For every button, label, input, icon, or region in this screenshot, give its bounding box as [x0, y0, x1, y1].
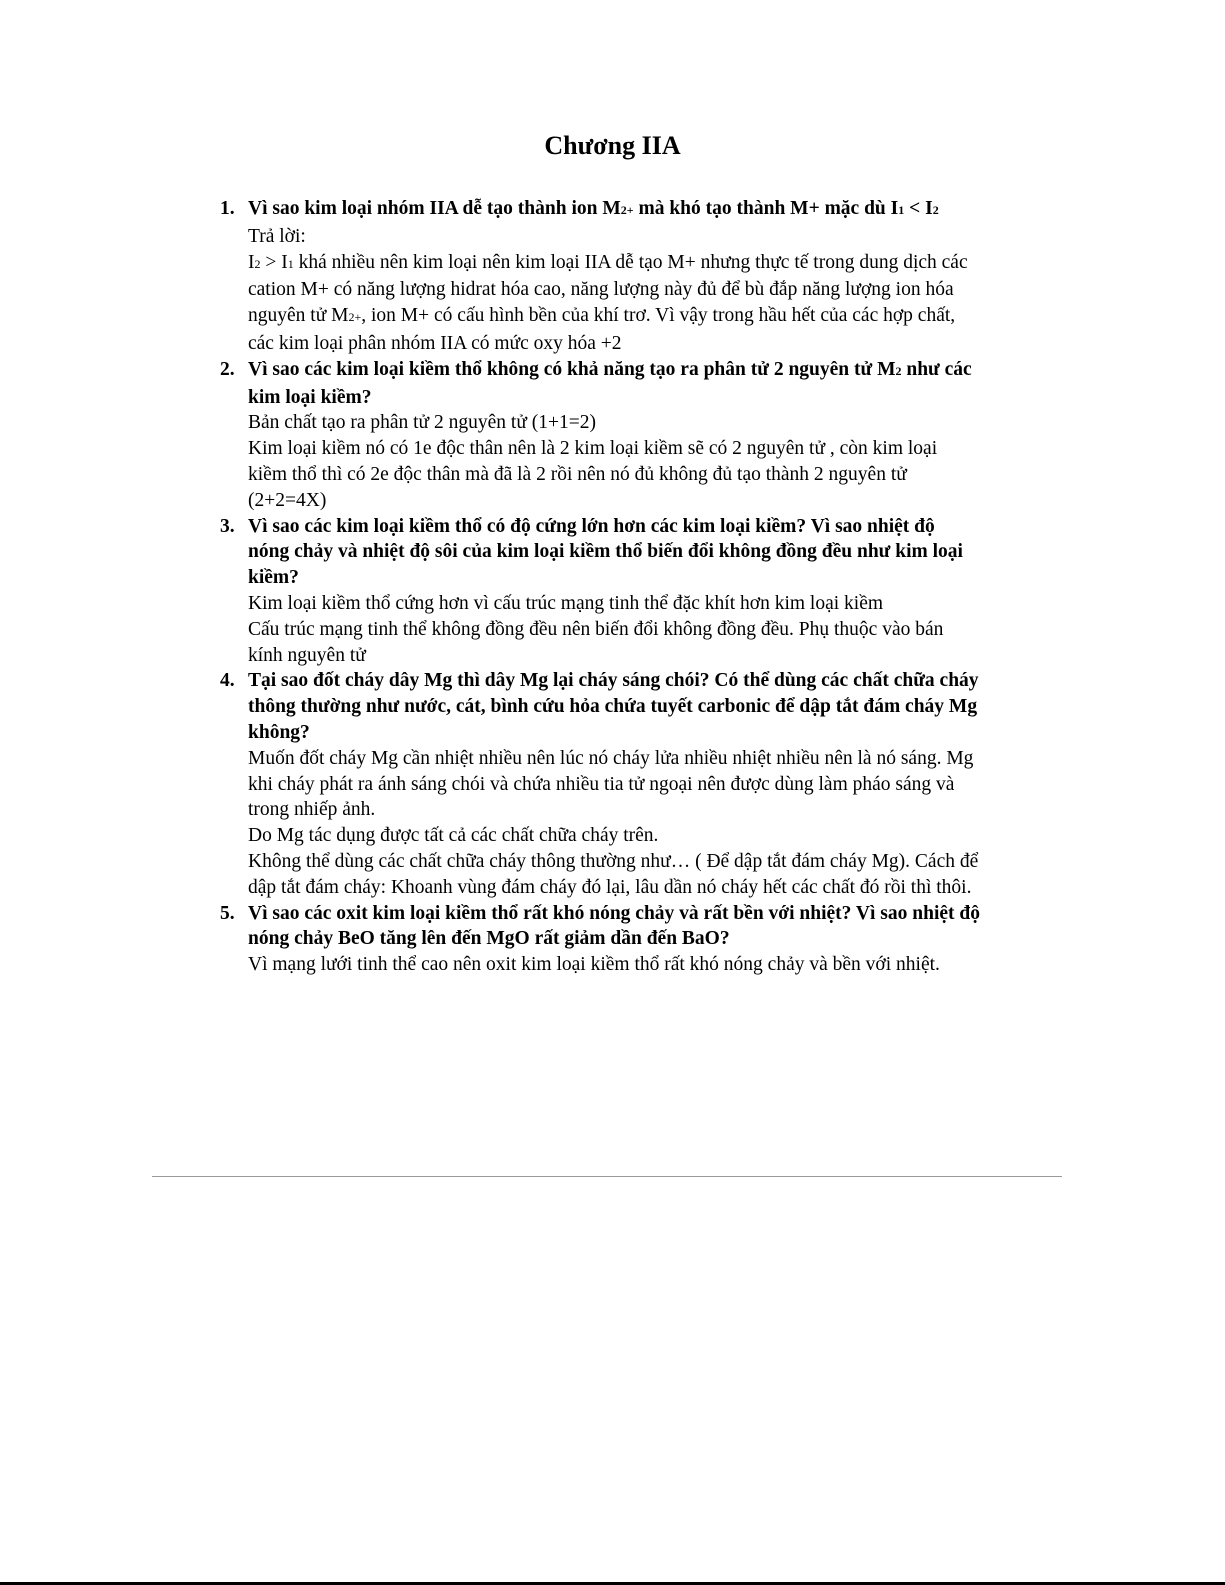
answer-text: Kim loại kiềm nó có 1e độc thân nên là 2 kim loại kiềm sẽ có 2 nguyên tử , còn kim loại kiềm thổ thì có 2e độc thân mà đã là 2 rồi nên nó đủ không đủ tạo thành 2 nguyên tử (2+2=4X) — [248, 438, 938, 511]
question-text: Vì sao kim loại nhóm IIA dễ tạo thành ion M2+ mà khó tạo thành M+ mặc dù I1 < I2 — [248, 198, 939, 219]
item-number: 2. — [220, 358, 235, 380]
question-text: Vì sao các kim loại kiềm thổ không có khả năng tạo ra phân tử 2 nguyên tử M2 như các kim loại kiềm? — [248, 358, 972, 408]
answer-text: Do Mg tác dụng được tất cả các chất chữa cháy trên. — [248, 825, 659, 847]
answer-text: I2 > I1 khá nhiều nên kim loại nên kim loại IIA dễ tạo M+ nhưng thực tế trong dung dịch các cation M+ có năng lượng hidrat hóa cao, năng lượng này đủ để bù đắp năng lượng ion hóa nguyên tử M2+, ion M+ có cấu hình bền của khí trơ. Vì vậy trong hầu hết của các hợp chất, các kim loại phân nhóm IIA có mức oxy hóa +2 — [248, 251, 968, 354]
question-list — [220, 196, 980, 978]
question-item-3 — [220, 514, 980, 669]
question-item-2 — [220, 357, 980, 514]
page-divider — [152, 1176, 1062, 1177]
item-number: 4. — [220, 670, 235, 692]
answer-text: Kim loại kiềm thổ cứng hơn vì cấu trúc mạng tinh thể đặc khít hơn kim loại kiềm — [248, 592, 884, 614]
answer-text: Bản chất tạo ra phân tử 2 nguyên tử (1+1=2) — [248, 412, 597, 434]
answer-text: Vì mạng lưới tinh thể cao nên oxit kim loại kiềm thổ rất khó nóng chảy và bền với nhiệt. — [248, 954, 940, 976]
answer-text: Muốn đốt cháy Mg cần nhiệt nhiều nên lúc nó cháy lửa nhiều nhiệt nhiều nên là nó sáng. Mg khi cháy phát ra ánh sáng chói và chứa nhiều tia tử ngoại nên được dùng làm pháo sáng và trong nhiếp ảnh. — [248, 747, 974, 821]
item-number: 3. — [220, 515, 235, 537]
page-title: Chương IIA — [544, 131, 681, 160]
answer-label: Trả lời: — [248, 225, 306, 247]
question-item-4 — [220, 668, 980, 900]
question-item-5 — [220, 901, 980, 978]
item-number: 5. — [220, 902, 235, 924]
question-text: Vì sao các oxit kim loại kiềm thổ rất khó nóng chảy và rất bền với nhiệt? Vì sao nhiệt độ nóng chảy BeO tăng lên đến MgO rất giảm dần đến BaO? — [248, 902, 980, 950]
question-text: Tại sao đốt cháy dây Mg thì dây Mg lại cháy sáng chói? Có thể dùng các chất chữa cháy thông thường như nước, cát, bình cứu hỏa chứa tuyết carbonic để dập tắt đám cháy Mg không? — [248, 670, 979, 743]
question-text: Vì sao các kim loại kiềm thổ có độ cứng lớn hơn các kim loại kiềm? Vì sao nhiệt độ nóng chảy và nhiệt độ sôi của kim loại kiềm thổ biến đổi không đồng đều như kim loại kiềm? — [248, 515, 963, 589]
answer-text: Cấu trúc mạng tinh thể không đồng đều nên biến đổi không đồng đều. Phụ thuộc vào bán kính nguyên tử — [248, 618, 944, 666]
answer-text: Không thể dùng các chất chữa cháy thông thường như… ( Để dập tắt đám cháy Mg). Cách để dập tắt đám cháy: Khoanh vùng đám cháy đó lại, lâu dần nó cháy hết các chất đó rồi thì thôi. — [248, 850, 979, 898]
item-number: 1. — [220, 198, 235, 219]
question-item-1 — [220, 196, 980, 357]
